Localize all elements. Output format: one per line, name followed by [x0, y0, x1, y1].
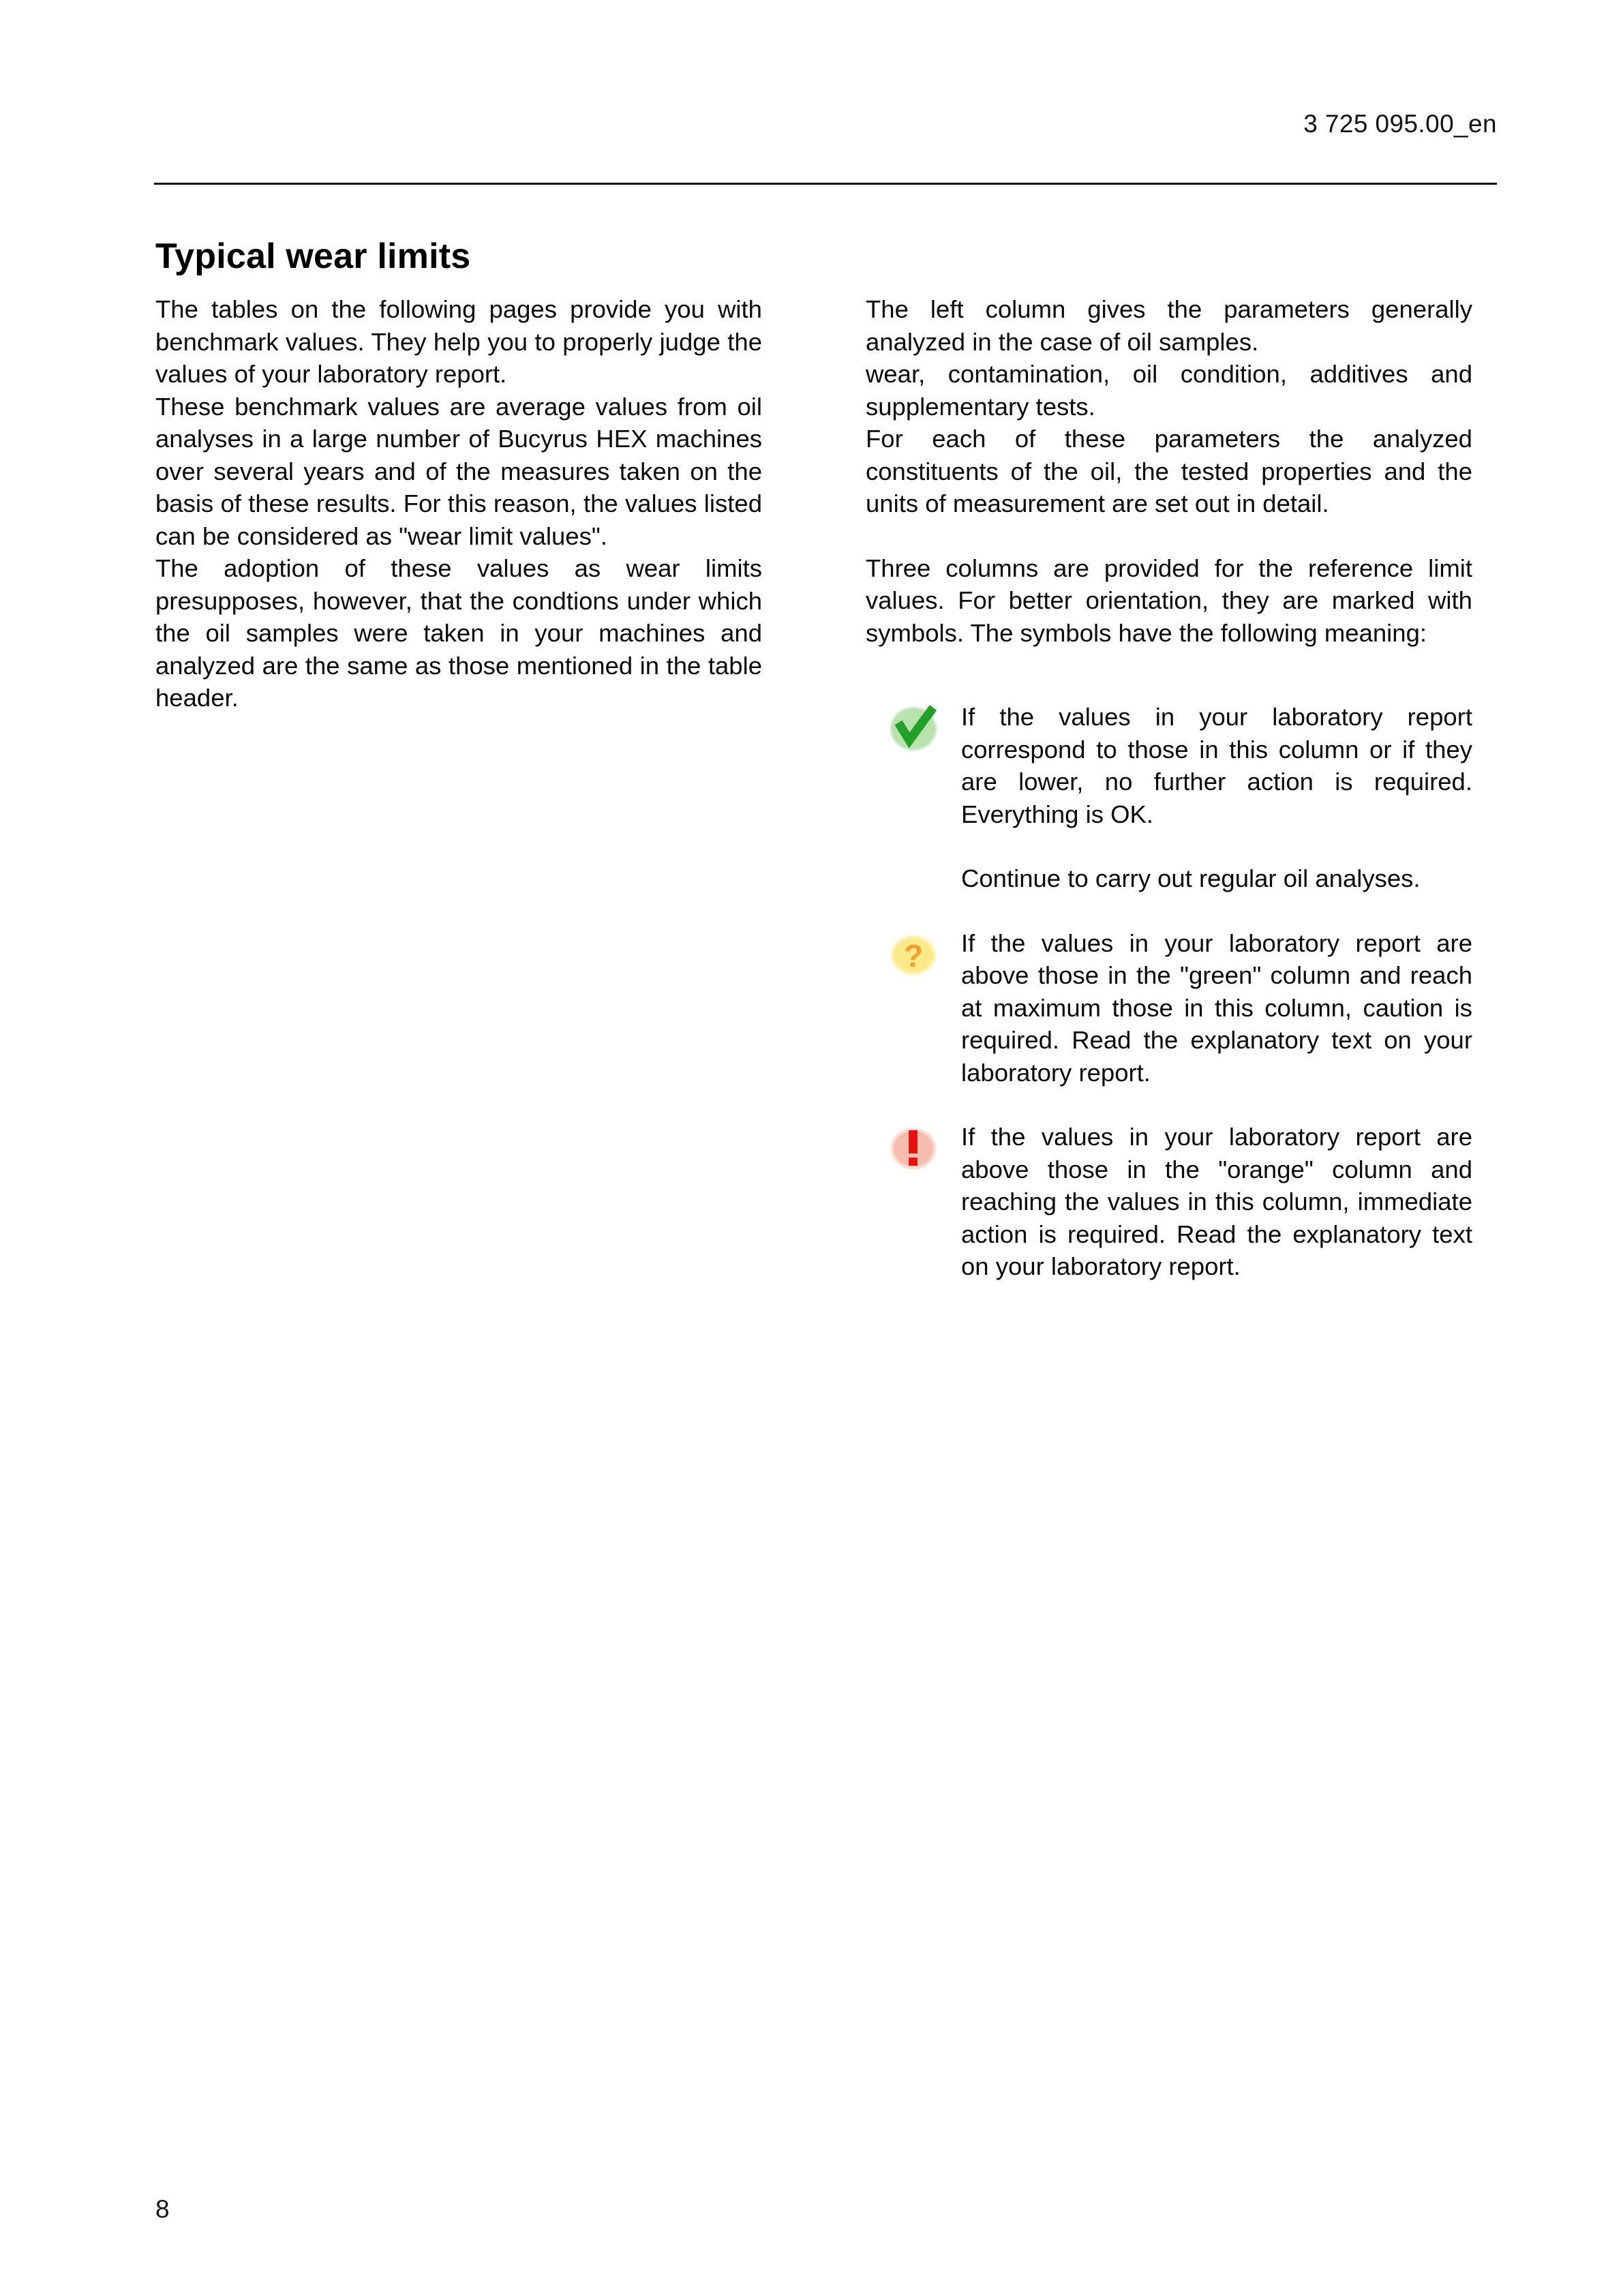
green-check-icon	[887, 702, 940, 755]
right-text-column	[866, 293, 1472, 649]
legend-text-green	[961, 701, 1472, 895]
legend-spacer-2	[866, 1089, 1472, 1121]
legend-text-red	[961, 1121, 1472, 1283]
legend-icon-cell-red	[866, 1121, 961, 1175]
right-paragraph-2: wear, contamination, oil condition, additives and supplementary tests.	[866, 360, 1472, 421]
left-paragraph-2: These benchmark values are average values from oil analyses in a large number of Bucyrus HEX machines over several years and of the measures taken on the basis of these results. For this reason, the values listed can be considered as "wear limit values".	[155, 392, 762, 550]
left-paragraph-3: The adoption of these values as wear limits presupposes, however, that the condtions under which the oil samples were taken in your machines and analyzed are the same as those mentioned in the table header.	[155, 554, 762, 712]
left-text-column	[155, 293, 762, 714]
left-paragraph-1: The tables on the following pages provide you with benchmark values. They help you to properly judge the values of your laboratory report.	[155, 295, 762, 388]
legend-spacer-1	[866, 895, 1472, 927]
legend-red-body: If the values in your laboratory report are above those in the "orange" column and reaching the values in this column, immediate action is required. Read the explanatory text on your laboratory report.	[961, 1123, 1472, 1280]
header-divider	[154, 183, 1497, 185]
red-exclamation-icon	[887, 1122, 940, 1175]
legend-green-subtext: Continue to carry out regular oil analyses.	[961, 864, 1421, 892]
legend-row-green	[866, 701, 1472, 895]
page-title: Typical wear limits	[155, 236, 471, 276]
page-number: 8	[155, 2195, 170, 2223]
right-paragraph-1: The left column gives the parameters generally analyzed in the case of oil samples.	[866, 295, 1472, 356]
document-code: 3 725 095.00_en	[1303, 110, 1497, 138]
right-paragraph-4: Three columns are provided for the reference limit values. For better orientation, they are marked with symbols. The symbols have the following meaning:	[866, 554, 1472, 647]
yellow-question-icon	[887, 928, 940, 982]
legend-green-body: If the values in your laboratory report correspond to those in this column or if they are lower, no further action is required. Everything is OK.	[961, 703, 1472, 828]
symbol-legend	[866, 701, 1472, 1283]
svg-text:?: ?	[903, 937, 924, 973]
legend-row-yellow	[866, 927, 1472, 1089]
legend-text-yellow	[961, 927, 1472, 1089]
legend-icon-cell-yellow	[866, 927, 961, 982]
right-paragraph-3: For each of these parameters the analyzed constituents of the oil, the tested properties and the units of measurement are set out in detail.	[866, 425, 1472, 517]
legend-icon-cell-green	[866, 701, 961, 755]
legend-row-red	[866, 1121, 1472, 1283]
legend-yellow-body: If the values in your laboratory report are above those in the "green" column and reach at maximum those in this column, caution is required. Read the explanatory text on your laboratory report.	[961, 928, 1472, 1087]
